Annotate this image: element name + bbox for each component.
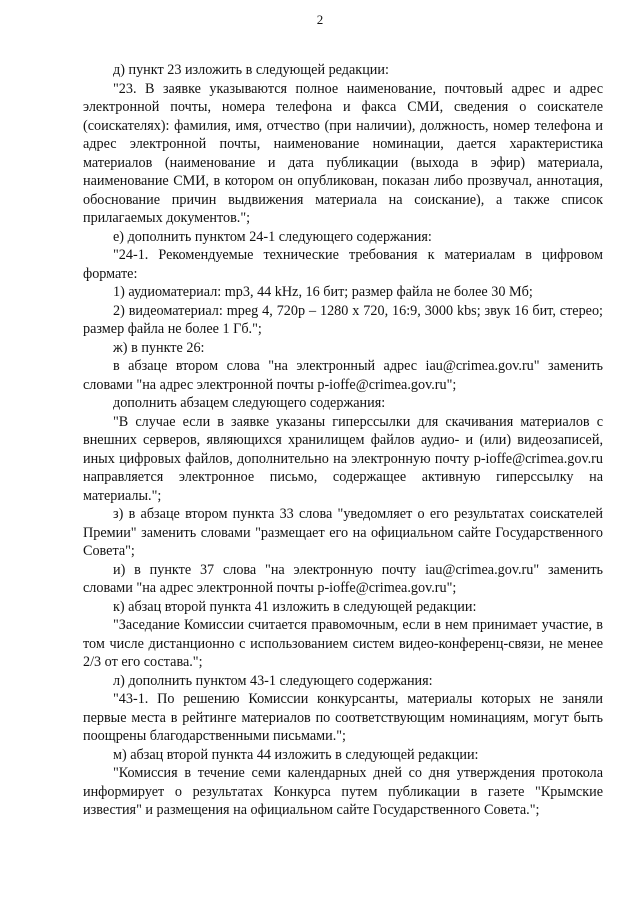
paragraph-quorum: "Заседание Комиссии считается правомочным, если в нем принимает участие, в том числе дистанционно с использованием систем видео-конференц-связи, не менее 2/3 от его состава."; [83, 617, 603, 670]
paragraph-point-44: "Комиссия в течение семи календарных дней со дня утверждения протокола информирует о результатах Конкурса путем публикации в газете "Крымские известия" и размещения на официальном сайте Государственного Совета."; [83, 765, 603, 818]
paragraph-item-e: е) дополнить пунктом 24-1 следующего содержания: [113, 228, 432, 245]
paragraph-point-24-1: "24-1. Рекомендуемые технические требования к материалам в цифровом формате: [83, 247, 603, 282]
paragraph-item-d: д) пункт 23 изложить в следующей редакции: [113, 62, 389, 78]
paragraph-item-l: л) дополнить пунктом 43-1 следующего содержания: [113, 672, 433, 689]
paragraph-point-43-1: "43-1. По решению Комиссии конкурсанты, материалы которых не заняли первые места в рейтинге материалов по соответствующим номинациям, могут быть поощрены благодарственными письмами."; [83, 691, 603, 744]
paragraph-item-m: м) абзац второй пункта 44 изложить в следующей редакции: [113, 746, 479, 763]
page-number: 2 [316, 12, 324, 27]
paragraph-audio-requirements: 1) аудиоматериал: mp3, 44 kHz, 16 бит; размер файла не более 30 Мб; [113, 284, 533, 300]
paragraph-point-26-abzac-2: в абзаце втором слова "на электронный адрес iau@crimea.gov.ru" заменить словами "на адрес электронной почты p-ioffe@crimea.gov.ru"; [83, 358, 603, 393]
paragraph-hyperlinks: "В случае если в заявке указаны гиперссылки для скачивания материалов с внешних серверов, являющихся хранилищем файлов аудио- и (или) видеозаписей, иных цифровых файлов, дополнительно на электронную почту p-ioffe@crimea.gov.ru направляется электронное письмо, содержащее активную гиперссылку на материалы."; [83, 413, 603, 504]
paragraph-item-z: з) в абзаце втором пункта 33 слова "уведомляет о его результатах соискателей Премии" заменить словами "размещает его на официальном сайте Государственного Совета"; [83, 506, 603, 559]
paragraph-item-k: к) абзац второй пункта 41 изложить в следующей редакции: [113, 598, 477, 615]
paragraph-add-abzac: дополнить абзацем следующего содержания: [113, 395, 386, 411]
paragraph-point-23: "23. В заявке указываются полное наименование, почтовый адрес и адрес электронной почты, номера телефона и факса СМИ, сведения о соискателе (соискателях): фамилия, имя, отчество (при наличии), должность, номер телефона и адрес электронной почты, наименование номинации, дается характеристика материалов (наименование и дата публикации (выхода в эфир) материала, наименование СМИ, в котором он опубликован, показан либо прозвучал, аннотация, обоснование причин выдвижения материала на соискание), а также список прилагаемых документов."; [83, 80, 603, 226]
paragraph-video-requirements: 2) видеоматериал: mpeg 4, 720p – 1280 x 720, 16:9, 3000 kbs; звук 16 бит, стерео; размер файла не более 1 Гб."; [83, 302, 603, 337]
document-body [83, 61, 603, 820]
paragraph-item-i: и) в пункте 37 слова "на электронную почту iau@crimea.gov.ru" заменить словами "на адрес электронной почты p-ioffe@crimea.gov.ru"; [83, 561, 603, 596]
paragraph-item-zh: ж) в пункте 26: [113, 339, 205, 356]
